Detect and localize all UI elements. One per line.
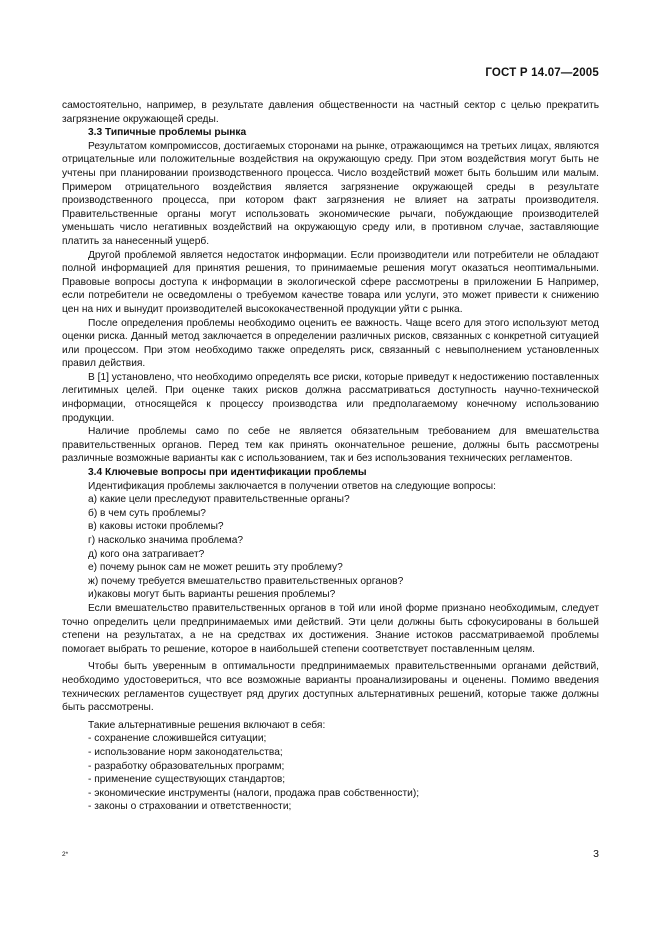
document-code-header: ГОСТ Р 14.07—2005: [485, 67, 599, 79]
paragraph-legitimate-goals: В [1] установлено, что необходимо определять все риски, которые приведут к недостижению поставленных легитимных целей. При оценке таких рисков должна рассматриваться доступность научно-технической информации, относящейся к процессу производства или предполагаемому конечному использованию продукции.: [62, 371, 599, 424]
alternative-item: - законы о страховании и ответственности;: [88, 801, 292, 813]
section-heading-3-3: 3.3 Типичные проблемы рынка: [88, 127, 247, 139]
paragraph-information-lack: Другой проблемой является недостаток информации. Если производители или потребители не обладают полной информацией для принятия решения, то принимаемые решения могут оказаться неоптимальными. Правовые вопросы доступа к информации в экологической сфере рассмотрены в приложении Б Например, если потребители не осведомлены о требуемом качестве товара или услуги, это может привести к снижению цен на них и вынудит производителей высококачественной продукции уйти с рынка.: [62, 249, 599, 315]
sheet-mark: 2*: [62, 851, 69, 858]
alternative-item: - использование норм законодательства;: [88, 746, 283, 758]
question-item: а) какие цели преследуют правительственные органы?: [88, 494, 350, 506]
question-item: е) почему рынок сам не может решить эту проблему?: [88, 562, 343, 574]
alternative-item: - экономические инструменты (налоги, продажа прав собственности);: [88, 787, 420, 799]
alternative-item: - разработку образовательных программ;: [88, 760, 285, 772]
question-item: д) кого она затрагивает?: [88, 548, 205, 560]
question-item: ж) почему требуется вмешательство правительственных органов?: [88, 575, 404, 587]
paragraph-alternatives-analysis: Чтобы быть уверенным в оптимальности предпринимаемых правительственными органами действий, необходимо удостовериться, что все возможные варианты проанализированы и оценены. Помимо введения технических регламентов существует ряд других доступных альтернативных решений, которые также должны быть рассмотрены.: [62, 661, 599, 714]
question-item: и)каковы могут быть варианты решения проблемы?: [88, 589, 336, 601]
paragraph-risk-assessment: После определения проблемы необходимо оценить ее важность. Чаще всего для этого используют метод оценки риска. Данный метод заключается в определении различных рисков, связанных с конкретной ситуацией или процессом. При этом необходимо также определять риск, связанный с невыполнением установленных правил действия.: [62, 317, 599, 370]
paragraph-goals: Если вмешательство правительственных органов в той или иной форме признано необходимым, следует точно определить цели предпринимаемых ими действий. Эти цели должны быть сфокусированы в большей степени на результатах, а не на средствах их достижения. Знание истоков рассматриваемой проблемы помогает выбрать то решение, которое в наибольшей степени соответствует поставленным целям.: [62, 602, 599, 655]
question-item: б) в чем суть проблемы?: [88, 507, 206, 519]
paragraph-identification: Идентификация проблемы заключается в получении ответов на следующие вопросы:: [88, 480, 496, 492]
paragraph-market-effects: Результатом компромиссов, достигаемых сторонами на рынке, отражающимся на третьих лицах, являются отрицательные или положительные воздействия на окружающую среду. При этом воздействия могут быть не учтены при планировании производственного процесса. Число воздействий может быть большим или малым. Примером отрицательного воздействия является загрязнение окружающей среды в результате производственного процесса, при котором факт загрязнения не влияет на затраты производителя. Правительственные органы могут использовать экономические рычаги, побуждающие производителей уменьшать число негативных воздействий на окружающую среду или, в противном случае, заставляющие платить за нанесенный ущерб.: [62, 140, 599, 247]
paragraph-alternatives-intro: Такие альтернативные решения включают в себя:: [88, 719, 326, 731]
question-item: г) насколько значима проблема?: [88, 535, 244, 546]
question-item: в) каковы истоки проблемы?: [88, 521, 224, 533]
document-body: [62, 99, 599, 814]
paragraph-intervention: Наличие проблемы само по себе не является обязательным требованием для вмешательства правительственных органов. Перед тем как принять окончательное решение, должны быть рассмотрены различные возможные варианты как с использованием, так и без использования технических регламентов.: [62, 426, 599, 465]
section-heading-3-4: 3.4 Ключевые вопросы при идентификации проблемы: [88, 467, 367, 479]
page-number: 3: [593, 848, 599, 860]
alternative-item: - применение существующих стандартов;: [88, 774, 286, 786]
alternative-item: - сохранение сложившейся ситуации;: [88, 733, 267, 745]
paragraph-continued: самостоятельно, например, в результате давления общественности на частный сектор с целью прекратить загрязнение окружающей среды.: [62, 100, 599, 125]
